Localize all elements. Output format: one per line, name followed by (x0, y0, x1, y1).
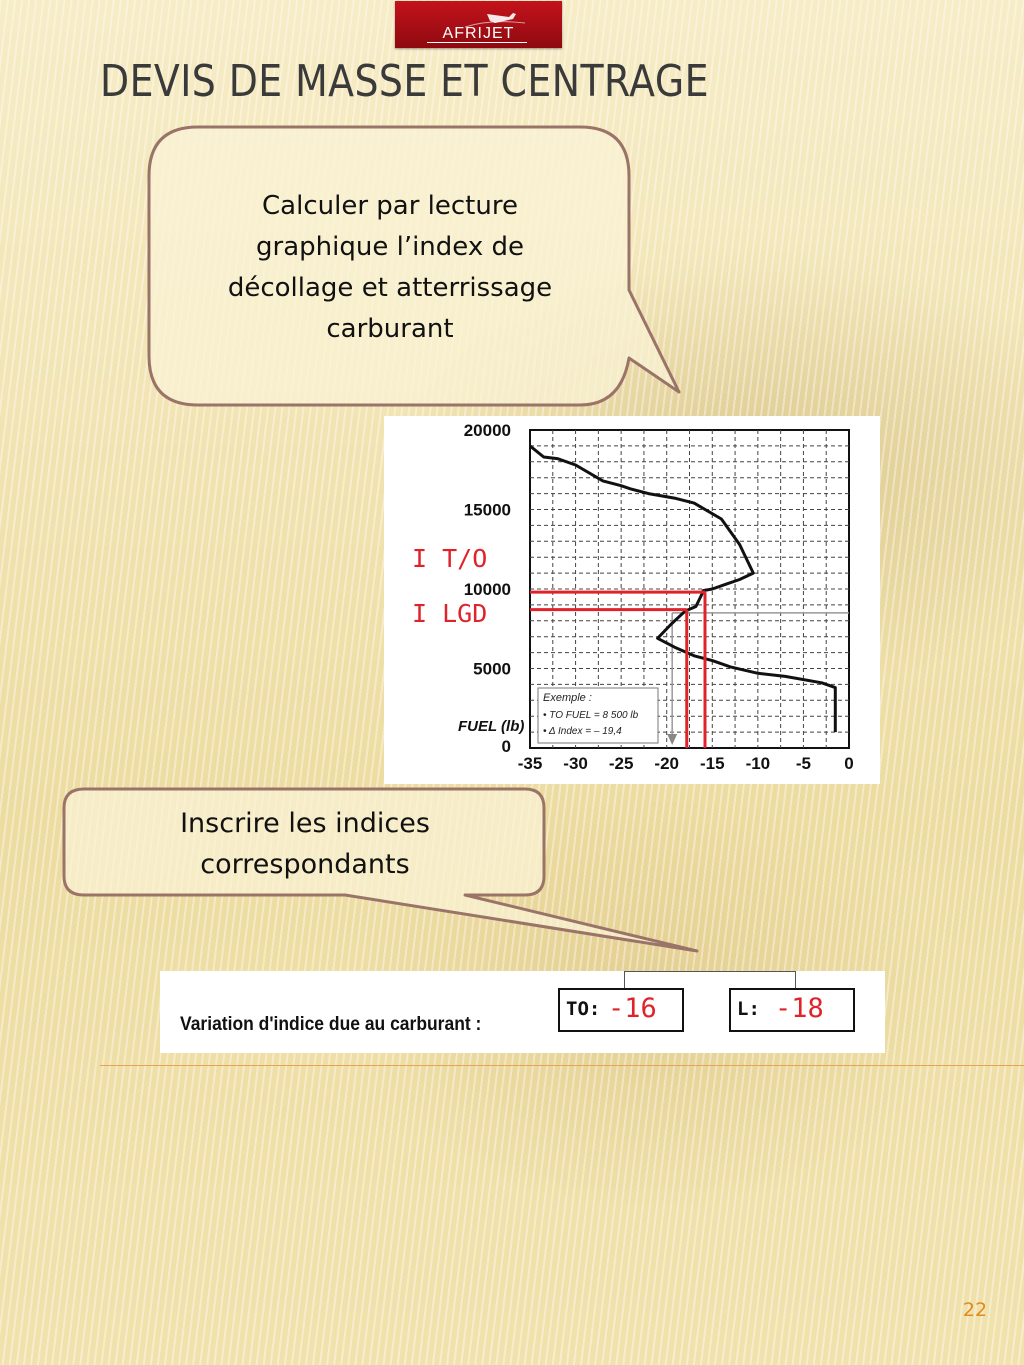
x-tick-label: -5 (795, 754, 811, 773)
bracket-connector (624, 971, 796, 988)
y-tick-label: 15000 (463, 500, 511, 520)
example-line: • TO FUEL = 8 500 lb (543, 710, 639, 721)
takeoff-label: I T/O (412, 544, 488, 573)
fuel-variation-panel (160, 971, 885, 1053)
fuel-variation-label: Variation d'indice due au carburant : (180, 1014, 482, 1035)
fuel-index-chart (384, 416, 880, 784)
y-tick-label: 0 (501, 737, 511, 756)
y-tick-label: 5000 (473, 659, 511, 679)
takeoff-index-box[interactable] (558, 988, 684, 1032)
x-tick-label: 0 (844, 754, 854, 773)
x-tick-label: -20 (654, 754, 680, 773)
slide-title: DEVIS DE MASSE ET CENTRAGE (100, 56, 709, 107)
y-tick-label: 20000 (463, 421, 511, 440)
y-tick-label: 10000 (463, 580, 511, 599)
y-axis-label: FUEL (lb) (458, 718, 525, 735)
callout-line: graphique l’index de (256, 232, 524, 262)
landing-label: I LGD (412, 599, 488, 628)
callout-line: Calculer par lecture (262, 191, 518, 221)
x-tick-label: -30 (563, 754, 588, 773)
callout-text-indices (105, 803, 505, 885)
logo-text: AFRIJET (442, 25, 515, 42)
example-line: • Δ Index = – 19,4 (543, 726, 622, 737)
landing-index-box[interactable] (729, 988, 855, 1032)
example-title: Exemple : (543, 692, 592, 704)
x-tick-label: -15 (699, 754, 725, 773)
divider-line (100, 1065, 1024, 1066)
landing-index-label: L: (737, 998, 760, 1020)
takeoff-index-label: TO: (566, 998, 601, 1020)
landing-index-value: -18 (775, 993, 824, 1024)
x-tick-label: -35 (517, 754, 543, 773)
x-tick-label: -25 (608, 754, 634, 773)
callout-line: Inscrire les indices (180, 808, 430, 839)
x-tick-label: -10 (745, 754, 771, 773)
page-number: 22 (962, 1299, 988, 1321)
callout-line: correspondants (200, 849, 410, 880)
takeoff-index-value: -16 (608, 993, 657, 1024)
callout-line: décollage et atterrissage (227, 273, 553, 303)
callout-text-instruction (190, 186, 590, 350)
callout-line: carburant (326, 314, 454, 344)
fuel-index-chart-svg (384, 416, 880, 784)
